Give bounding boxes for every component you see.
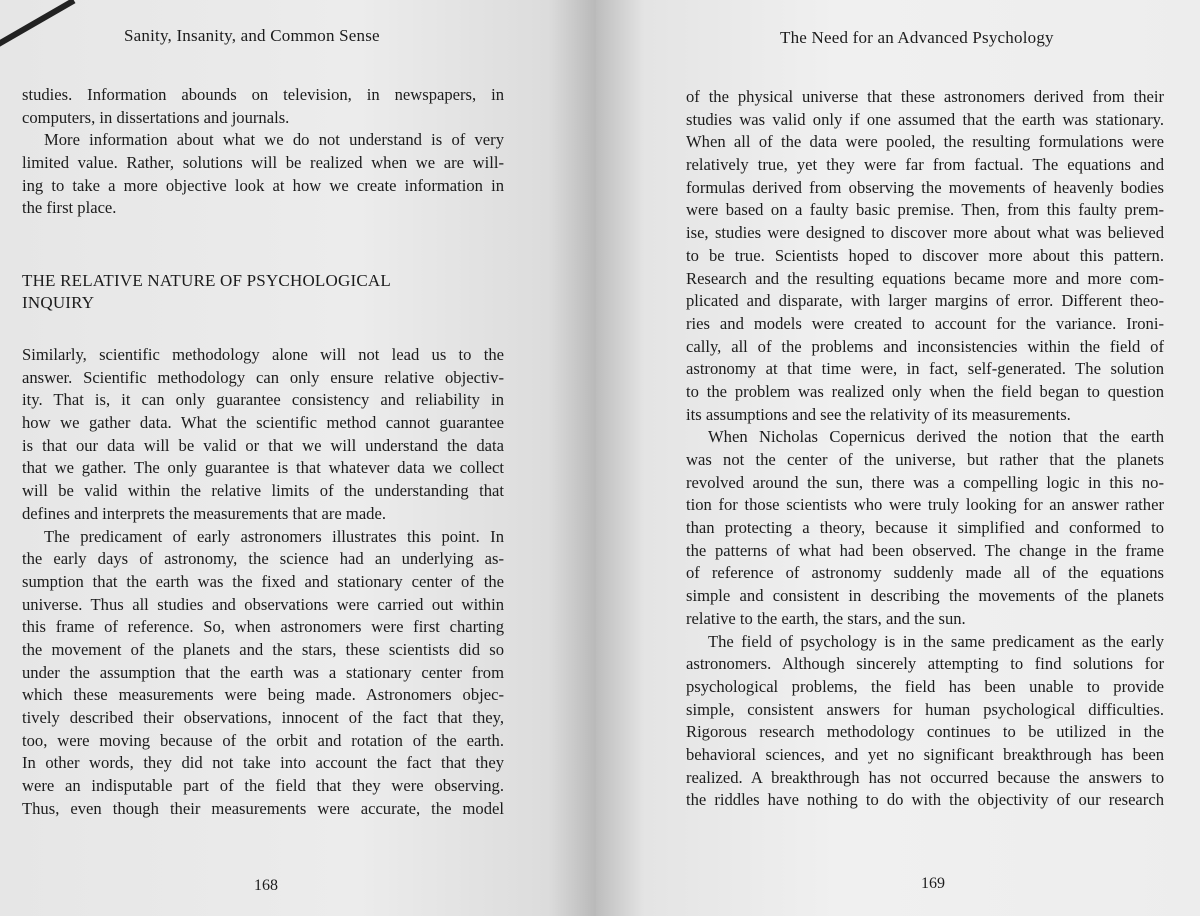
text-line: Similarly, scientific methodology alone will not lead us to the bbox=[22, 345, 504, 364]
text-line: relative to the earth, the stars, and the sun. bbox=[686, 608, 966, 628]
text-line: the riddles have nothing to do with the objectivity of our research bbox=[686, 790, 1164, 810]
text-line: realized. A breakthrough has not occurred because the answers to bbox=[686, 767, 1164, 787]
text-line: its assumptions and see the relativity of its measurements. bbox=[686, 404, 1071, 424]
running-head: The Need for an Advanced Psychology bbox=[780, 28, 1054, 47]
text-line: The field of psychology is in the same predicament as the early bbox=[708, 631, 1164, 651]
intro-text bbox=[22, 84, 504, 220]
text-line: under the assumption that the earth was a stationary center from bbox=[22, 662, 504, 682]
text-line: cally, all of the problems and inconsistencies within the field of bbox=[686, 336, 1164, 356]
text-line: the patterns of what had been observed. The change in the frame bbox=[686, 540, 1164, 560]
text-line: is that our data will be valid or that we will understand the data bbox=[22, 435, 504, 455]
text-line: that we gather. The only guarantee is that whatever data we collect bbox=[22, 458, 504, 478]
text-line: too, were moving because of the orbit and rotation of the earth. bbox=[22, 730, 504, 750]
text-line: Rigorous research methodology continues to be utilized in the bbox=[686, 722, 1164, 742]
text-line: simple, consistent answers for human psychological difficulties. bbox=[686, 699, 1164, 719]
text-line: When all of the data were pooled, the resulting formulations were bbox=[686, 132, 1164, 152]
text-line: More information about what we do not understand is of very bbox=[44, 130, 504, 150]
text-line: computers, in dissertations and journals. bbox=[22, 107, 290, 127]
text-line: the early days of astronomy, the science had an underlying as- bbox=[22, 549, 504, 569]
page-number: 168 bbox=[254, 877, 278, 894]
running-head: Sanity, Insanity, and Common Sense bbox=[124, 26, 380, 45]
text-line: tively described their observations, innocent of the fact that they, bbox=[22, 708, 504, 727]
text-line: of the physical universe that these astronomers derived from their bbox=[686, 87, 1164, 106]
text-line: the first place. bbox=[22, 198, 117, 218]
page-number: 169 bbox=[921, 875, 945, 892]
text-line: universe. Thus all studies and observations were carried out within bbox=[22, 594, 504, 614]
text-line: to be true. Scientists hoped to discover more about this pattern. bbox=[686, 245, 1164, 265]
text-line: of reference of astronomy suddenly made all of the equations bbox=[686, 563, 1164, 583]
text-line: simple and consistent in describing the movements of the planets bbox=[686, 586, 1164, 606]
text-line: studies was valid only if one assumed that the earth was stationary. bbox=[686, 109, 1164, 129]
text-line: ing to take a more objective look at how we create information in bbox=[22, 175, 504, 195]
text-line: relatively true, yet they were far from factual. The equations and bbox=[686, 155, 1164, 175]
text-line: behavioral sciences, and yet no significant breakthrough has been bbox=[686, 744, 1164, 764]
text-line: revolved around the sun, there was a compelling logic in this no- bbox=[686, 472, 1164, 492]
text-line: astronomy at that time were, in fact, self-generated. The solution bbox=[686, 359, 1164, 379]
text-line: When Nicholas Copernicus derived the notion that the earth bbox=[708, 427, 1164, 447]
text-line: ity. That is, it can only guarantee consistency and reliability in bbox=[22, 390, 504, 410]
page-corner-shadow bbox=[0, 0, 75, 48]
body-text bbox=[686, 86, 1164, 812]
text-line: answer. Scientific methodology can only ensure relative objectiv- bbox=[22, 367, 504, 387]
text-line: tion for those scientists who were truly looking for an answer rather bbox=[686, 495, 1164, 515]
text-line: psychological problems, the field has been unable to provide bbox=[686, 676, 1164, 696]
text-line: formulas derived from observing the movements of heavenly bodies bbox=[686, 177, 1164, 197]
text-line: the movement of the planets and the stars, these scientists did so bbox=[22, 639, 504, 659]
body-text bbox=[22, 344, 504, 820]
section-heading bbox=[22, 270, 391, 314]
text-line: ise, studies were designed to discover more about what was believed bbox=[686, 223, 1164, 243]
text-line: this frame of reference. So, when astronomers were first charting bbox=[22, 617, 504, 637]
text-line: defines and interprets the measurements that are made. bbox=[22, 503, 386, 523]
text-line: was not the center of the universe, but rather that the planets bbox=[686, 450, 1164, 469]
text-line: studies. Information abounds on television, in newspapers, in bbox=[22, 85, 504, 104]
text-line: plicated and disparate, with larger margins of error. Different theo- bbox=[686, 291, 1164, 311]
text-line: astronomers. Although sincerely attempting to find solutions for bbox=[686, 654, 1164, 674]
text-line: In other words, they did not take into account the fact that they bbox=[22, 753, 504, 773]
text-line: The predicament of early astronomers illustrates this point. In bbox=[44, 526, 504, 546]
text-line: limited value. Rather, solutions will be realized when we are will- bbox=[22, 153, 504, 173]
text-line: which these measurements were being made. Astronomers objec- bbox=[22, 685, 504, 705]
text-line: will be valid within the relative limits of the understanding that bbox=[22, 481, 504, 501]
text-line: were an indisputable part of the field that they were observing. bbox=[22, 776, 504, 796]
text-line: were based on a faulty basic premise. Then, from this faulty prem- bbox=[686, 200, 1164, 220]
text-line: how we gather data. What the scientific method cannot guarantee bbox=[22, 413, 504, 433]
text-line: Research and the resulting equations became more and more com- bbox=[686, 268, 1164, 288]
section-heading-line: THE RELATIVE NATURE OF PSYCHOLOGICAL bbox=[22, 271, 391, 290]
section-heading-line: INQUIRY bbox=[22, 293, 95, 312]
left-page bbox=[0, 0, 596, 916]
text-line: sumption that the earth was the fixed and stationary center of the bbox=[22, 571, 504, 591]
text-line: Thus, even though their measurements were accurate, the model bbox=[22, 798, 504, 818]
right-page bbox=[596, 0, 1200, 916]
text-line: ries and models were created to account for the variance. Ironi- bbox=[686, 313, 1164, 333]
text-line: than protecting a theory, because it simplified and conformed to bbox=[686, 518, 1164, 538]
text-line: to the problem was realized only when the field began to question bbox=[686, 381, 1164, 401]
